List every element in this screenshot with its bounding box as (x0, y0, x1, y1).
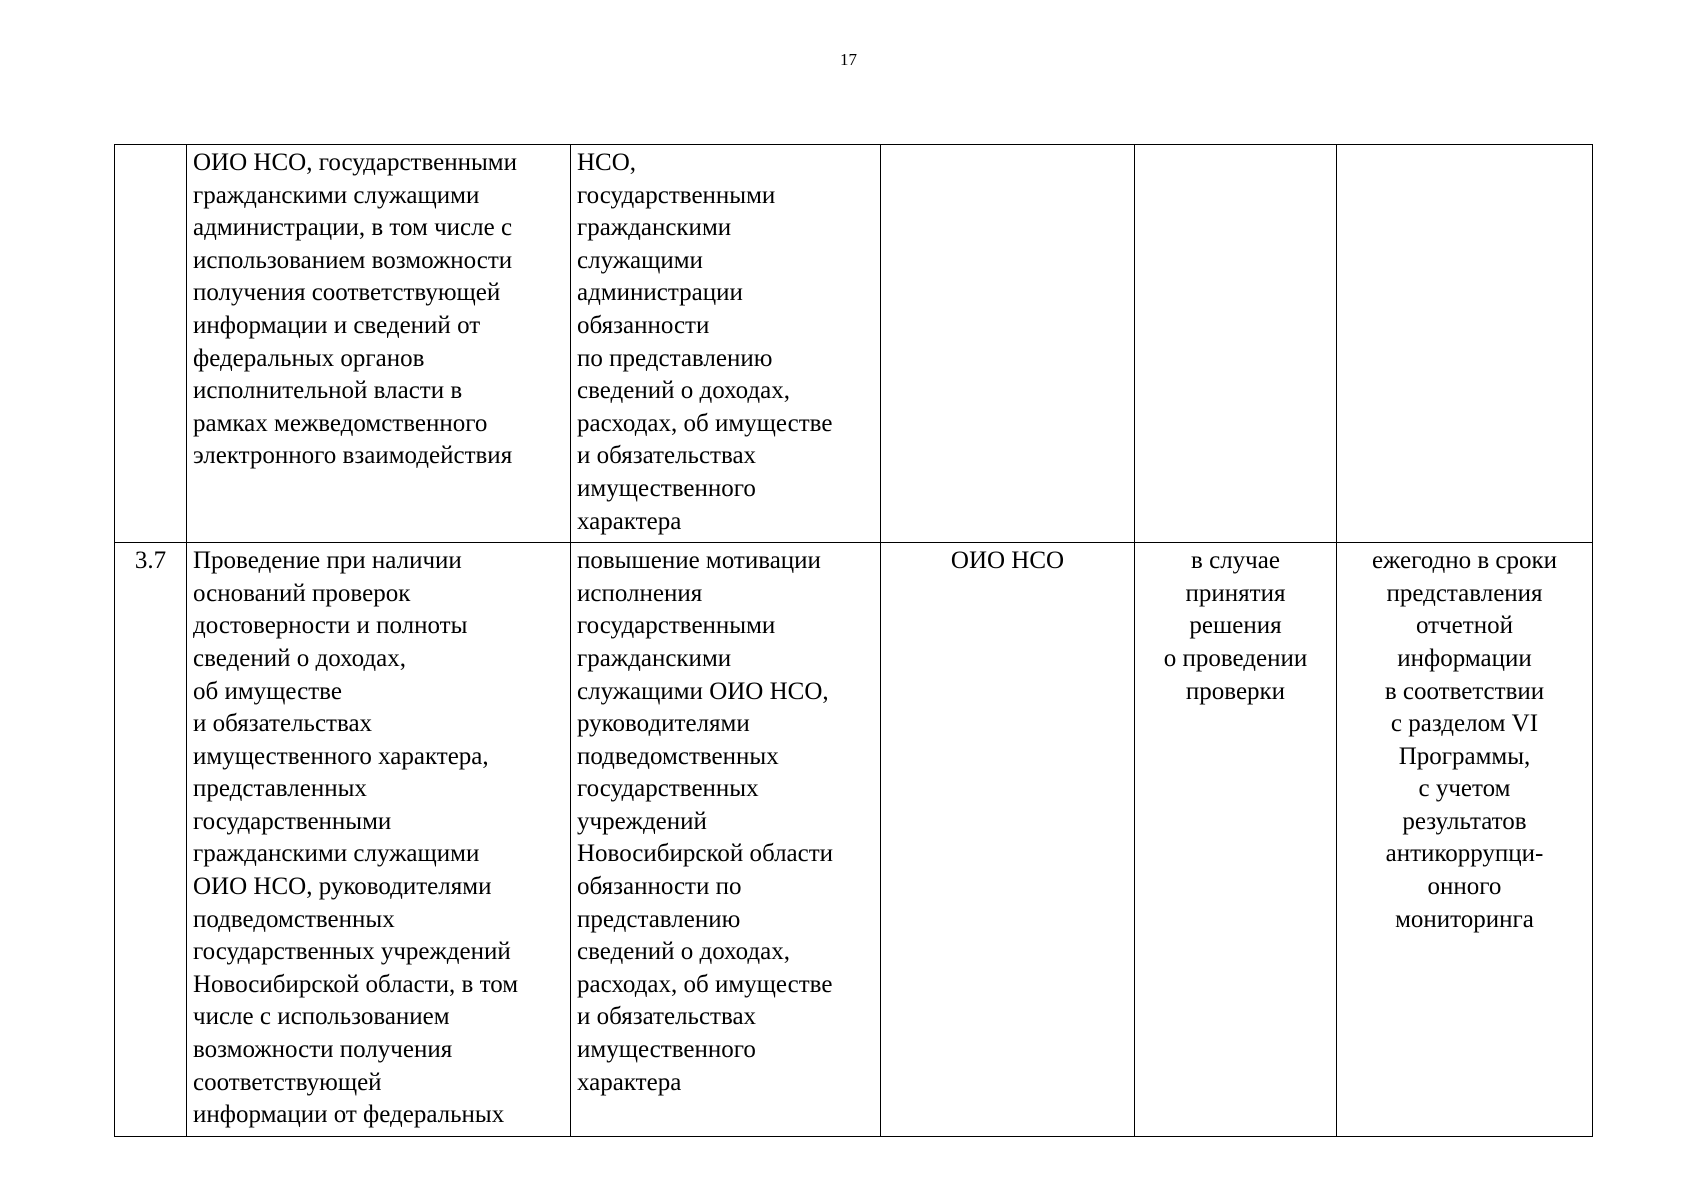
cell-text-line: Проведение при наличии (193, 547, 462, 575)
cell-text-line: ОИО НСО (950, 547, 1065, 575)
condition-cell (1135, 543, 1337, 1137)
row-number-cell (115, 145, 187, 543)
cell-text-line: характера (577, 507, 682, 535)
cell-text-line: государственными (577, 612, 776, 640)
cell-text-line: исполнительной власти в (193, 377, 463, 405)
cell-text-line: числе с использованием (193, 1003, 450, 1031)
cell-text-line: об имуществе (193, 677, 342, 705)
cell-text-line: достоверности и полноты (193, 612, 468, 640)
cell-text-line: гражданскими (577, 214, 732, 242)
deadline-cell (1337, 145, 1593, 543)
cell-text-line: и обязательствах (577, 442, 757, 470)
cell-text-line: возможности получения (193, 1036, 453, 1064)
cell-text-line: антикоррупци- (1385, 840, 1544, 868)
cell-text-line: государственных учреждений (193, 938, 511, 966)
cell-text-line: характера (577, 1068, 682, 1096)
cell-text-line: сведений о доходах, (577, 377, 790, 405)
row-number-cell: 3.7 (115, 543, 187, 1137)
cell-text-line: сведений о доходах, (193, 644, 406, 672)
cell-text-line: служащими ОИО НСО, (577, 677, 829, 705)
cell-text-line: ОИО НСО, руководителями (193, 873, 492, 901)
event-cell (187, 543, 571, 1137)
cell-text-line: федеральных органов (193, 344, 425, 372)
cell-text-line: государственными (193, 807, 392, 835)
measures-table (114, 144, 1593, 1137)
cell-text-line: представления (1386, 579, 1543, 607)
cell-text-line: в соответствии (1384, 677, 1545, 705)
executor-cell (881, 145, 1135, 543)
result-cell (571, 145, 881, 543)
cell-text-line: подведомственных (577, 742, 779, 770)
cell-text-line: информации и сведений от (193, 311, 481, 339)
cell-text-line: и обязательствах (577, 1003, 757, 1031)
cell-text-line: государственных (577, 775, 759, 803)
cell-text-line: о проведении (1163, 644, 1308, 672)
cell-text-line: ежегодно в сроки (1371, 547, 1558, 575)
cell-text-line: гражданскими служащими (193, 181, 480, 209)
cell-text-line: и обязательствах (193, 710, 373, 738)
cell-text-line: сведений о доходах, (577, 938, 790, 966)
cell-text-line: Программы, (1398, 742, 1531, 770)
cell-text-line: Новосибирской области (577, 840, 834, 868)
cell-text-line: представленных (193, 775, 367, 803)
cell-text-line: мониторинга (1395, 905, 1534, 933)
cell-text-line: государственными (577, 181, 776, 209)
cell-text-line: учреждений (577, 807, 707, 835)
cell-text-line: с разделом VI (1390, 710, 1539, 738)
event-cell (187, 145, 571, 543)
cell-text-line: расходах, об имуществе (577, 409, 833, 437)
cell-text-line: оснований проверок (193, 579, 411, 607)
executor-cell (881, 543, 1135, 1137)
cell-text-line: обязанности (577, 311, 710, 339)
cell-text-line: проверки (1185, 677, 1286, 705)
cell-text-line: повышение мотивации (577, 547, 821, 575)
cell-text-line: руководителями (577, 710, 750, 738)
cell-text-line: информации от федеральных (193, 1101, 505, 1129)
cell-text-line: решения (1189, 612, 1282, 640)
cell-text-line: онного (1427, 873, 1502, 901)
cell-text-line: гражданскими (577, 644, 732, 672)
table-row (115, 145, 1593, 543)
cell-text-line: с учетом (1418, 775, 1511, 803)
cell-text-line: отчетной (1416, 612, 1513, 640)
cell-text-line: ОИО НСО, государственными (193, 149, 517, 176)
cell-text-line: гражданскими служащими (193, 840, 480, 868)
cell-text-line: расходах, об имуществе (577, 970, 833, 998)
cell-text-line: служащими (577, 246, 703, 274)
result-cell (571, 543, 881, 1137)
cell-text-line: соответствующей (193, 1068, 382, 1096)
cell-text-line: представлению (577, 905, 741, 933)
cell-text-line: принятия (1185, 579, 1286, 607)
cell-text-line: рамках межведомственного (193, 409, 488, 437)
cell-text-line: администрации, в том числе с (193, 214, 513, 242)
cell-text-line: в случае (1191, 547, 1280, 575)
page-number: 17 (840, 50, 857, 69)
deadline-cell (1337, 543, 1593, 1137)
cell-text-line: по представлению (577, 344, 773, 372)
cell-text-line: электронного взаимодействия (193, 442, 513, 470)
cell-text-line: информации (1397, 644, 1532, 672)
table-row (115, 543, 1593, 1137)
cell-text-line: подведомственных (193, 905, 395, 933)
condition-cell (1135, 145, 1337, 543)
cell-text-line: имущественного (577, 1036, 756, 1064)
cell-text-line: использованием возможности (193, 246, 513, 274)
cell-text-line: результатов (1402, 807, 1527, 835)
cell-text-line: исполнения (577, 579, 703, 607)
cell-text-line: администрации (577, 279, 743, 307)
cell-text-line: получения соответствующей (193, 279, 501, 307)
cell-text-line: обязанности по (577, 873, 742, 901)
cell-text-line: имущественного (577, 474, 756, 502)
cell-text-line: имущественного характера, (193, 742, 489, 770)
cell-text-line: НСО, (577, 149, 637, 176)
cell-text-line: Новосибирской области, в том (193, 970, 519, 998)
